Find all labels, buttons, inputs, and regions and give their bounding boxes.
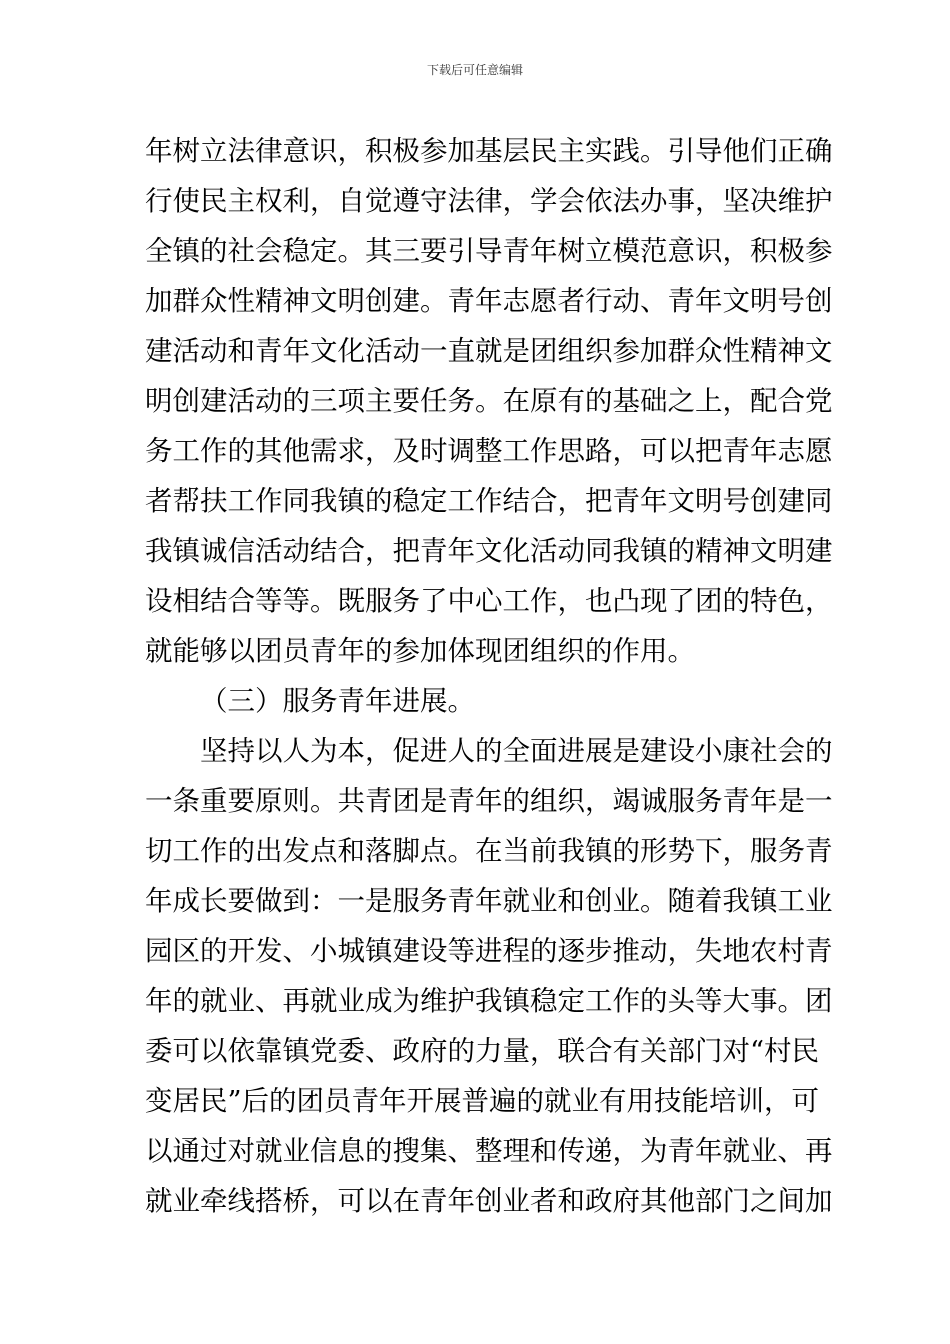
text-line: 变居民”后的团员青年开展普遍的就业有用技能培训，可 — [145, 1085, 820, 1117]
text-line: 就业牵线搭桥，可以在青年创业者和政府其他部门之间加 — [145, 1185, 833, 1217]
text-line: 以通过对就业信息的搜集、整理和传递，为青年就业、再 — [145, 1135, 833, 1167]
text-line: 加群众性精神文明创建。青年志愿者行动、青年文明号创 — [145, 285, 833, 317]
text-line: 坚持以人为本，促进人的全面进展是建设小康社会的 — [200, 735, 833, 767]
text-line: 就能够以团员青年的参加体现团组织的作用。 — [145, 635, 695, 667]
text-line: 切工作的出发点和落脚点。在当前我镇的形势下，服务青 — [145, 835, 833, 867]
text-line: 园区的开发、小城镇建设等进程的逐步推动，失地农村青 — [145, 935, 833, 967]
text-line: 者帮扶工作同我镇的稳定工作结合，把青年文明号创建同 — [145, 485, 833, 517]
text-line: 我镇诚信活动结合，把青年文化活动同我镇的精神文明建 — [145, 535, 833, 567]
text-line: 设相结合等等。既服务了中心工作，也凸现了团的特色， — [145, 585, 833, 617]
text-line: 全镇的社会稳定。其三要引导青年树立模范意识，积极参 — [145, 235, 833, 267]
text-line: 明创建活动的三项主要任务。在原有的基础之上，配合党 — [145, 385, 833, 417]
text-line: 年树立法律意识，积极参加基层民主实践。引导他们正确 — [145, 135, 833, 167]
text-line: 建活动和青年文化活动一直就是团组织参加群众性精神文 — [145, 335, 833, 367]
document-body — [145, 126, 833, 1226]
text-line: 年成长要做到：一是服务青年就业和创业。随着我镇工业 — [145, 885, 833, 917]
text-line: 行使民主权利，自觉遵守法律，学会依法办事，坚决维护 — [145, 185, 833, 217]
page-header-note: 下载后可任意编辑 — [426, 63, 523, 77]
text-line: 委可以依靠镇党委、政府的力量，联合有关部门对“村民 — [145, 1035, 820, 1067]
text-line: 年的就业、再就业成为维护我镇稳定工作的头等大事。团 — [145, 985, 833, 1017]
text-line: 一条重要原则。共青团是青年的组织，竭诚服务青年是一 — [145, 785, 833, 817]
text-line: 务工作的其他需求，及时调整工作思路，可以把青年志愿 — [145, 435, 833, 467]
section-heading: （三）服务青年进展。 — [200, 685, 475, 717]
